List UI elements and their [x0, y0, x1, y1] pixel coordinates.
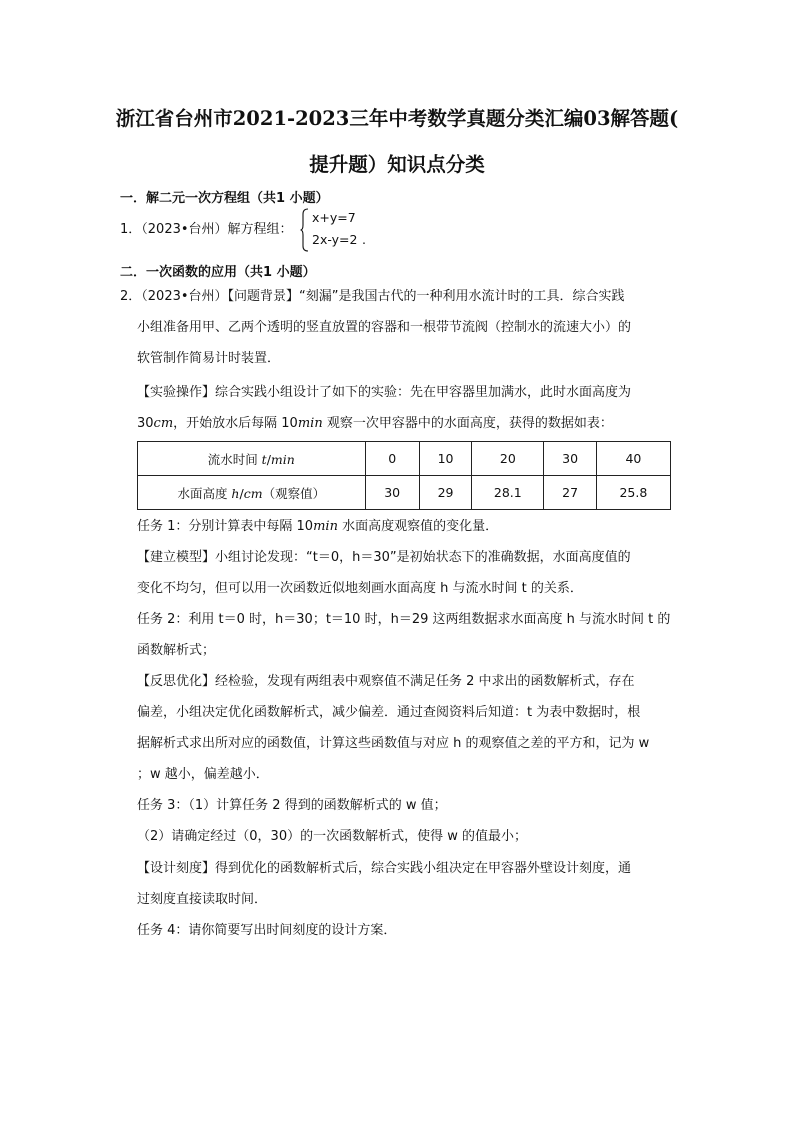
question-2-number: 2．	[120, 289, 142, 304]
equation-1: x+y=7	[312, 210, 356, 225]
header-height-note: （观察值）	[262, 485, 326, 501]
exp-unit-cm: cm	[153, 416, 174, 431]
equation-2: 2x-y=2	[312, 232, 358, 247]
task-3-part-1: 任务 3：（1）计算任务 2 得到的函数解析式的 w 值；	[137, 798, 447, 813]
question-2-line-2: 小组准备用甲、乙两个透明的竖直放置的容器和一根带节流阀（控制水的流速大小）的	[137, 320, 632, 335]
design-line-2: 过刻度直接读取时间．	[137, 892, 268, 907]
task-1-unit: min	[313, 519, 338, 534]
table-header-time	[138, 442, 366, 476]
exp-unit-min: min	[297, 416, 323, 431]
task-4: 任务 4：请你简要写出时间刻度的设计方案．	[137, 923, 397, 938]
reflect-line-1: 【反思优化】经检验，发现有两组表中观察值不满足任务 2 中求出的函数解析式，存在	[137, 674, 635, 689]
header-time-unit: min	[270, 451, 295, 467]
question-2-text-1: （2023•台州）【问题背景】“刻漏”是我国古代的一种利用水流计时的工具．综合实践	[141, 289, 625, 304]
model-line-2: 变化不均匀，但可以用一次函数近似地刻画水面高度 h 与流水时间 t 的关系．	[137, 581, 583, 596]
design-line-1: 【设计刻度】得到优化的函数解析式后，综合实践小组决定在甲容器外壁设计刻度，通	[137, 861, 632, 876]
section-heading-2: 二．一次函数的应用（共1 小题）	[120, 265, 316, 280]
question-2-line-1	[120, 281, 625, 312]
reflect-line-3: 据解析式求出所对应的函数值，计算这些函数值与对应 h 的观察值之差的平方和，记为 w	[137, 736, 650, 751]
left-brace-icon	[300, 208, 309, 252]
exp-value-30: 30	[137, 416, 154, 431]
table-header-height	[138, 476, 366, 510]
task-3-part-2: （2）请确定经过（0，30）的一次函数解析式，使得 w 的值最小；	[137, 829, 527, 844]
task-1	[137, 511, 498, 542]
header-time-var: t	[261, 451, 267, 467]
page-title	[112, 96, 682, 188]
equation-system	[300, 208, 380, 252]
question-1-number: 1．	[120, 222, 142, 237]
table-cell: 27	[544, 476, 596, 510]
reflect-line-4: ；w 越小，偏差越小．	[137, 767, 269, 782]
equation-end: .	[362, 232, 366, 247]
table-cell: 30	[365, 476, 419, 510]
header-time-slash: /	[266, 451, 271, 467]
question-1	[120, 214, 293, 245]
table-cell: 28.1	[472, 476, 544, 510]
table-cell: 0	[365, 442, 419, 476]
table-cell: 20	[472, 442, 544, 476]
header-height-var: h	[231, 485, 240, 501]
table-row	[138, 442, 671, 476]
header-height-slash: /	[239, 485, 244, 501]
question-1-text: （2023•台州）解方程组：	[141, 222, 293, 237]
experiment-line-1: 【实验操作】综合实践小组设计了如下的实验：先在甲容器里加满水，此时水面高度为	[137, 385, 632, 400]
header-height-label: 水面高度	[177, 485, 232, 501]
table-row	[138, 476, 671, 510]
table-cell: 10	[419, 442, 471, 476]
task-2-line-2: 函数解析式；	[137, 643, 216, 658]
model-line-1: 【建立模型】小组讨论发现：“t＝0，h＝30”是初始状态下的准确数据，水面高度值的	[137, 550, 631, 565]
header-height-unit: cm	[243, 485, 263, 501]
reflect-line-2: 偏差，小组决定优化函数解析式，减少偏差．通过查阅资料后知道：t 为表中数据时，根	[137, 705, 641, 720]
section-heading-1: 一．解二元一次方程组（共1 小题）	[120, 191, 329, 206]
experiment-line-2	[137, 408, 613, 439]
table-cell: 29	[419, 476, 471, 510]
task-1-text-b: 水面高度观察值的变化量．	[337, 519, 499, 534]
table-cell: 25.8	[596, 476, 670, 510]
data-table	[137, 441, 671, 510]
title-line-2: 提升题）知识点分类	[309, 153, 485, 176]
task-2-line-1: 任务 2：利用 t＝0 时，h＝30；t＝10 时，h＝29 这两组数据求水面高度 h 与流水时间 t 的	[137, 612, 671, 627]
table-cell: 30	[544, 442, 596, 476]
exp-text-b: 观察一次甲容器中的水面高度，获得的数据如表：	[322, 416, 613, 431]
exp-text-a: ，开始放水后每隔 10	[173, 416, 298, 431]
header-time-label: 流水时间	[207, 451, 262, 467]
title-line-1: 浙江省台州市2021-2023三年中考数学真题分类汇编03解答题(	[115, 107, 679, 130]
task-1-text-a: 任务 1：分别计算表中每隔 10	[137, 519, 314, 534]
question-2-line-3: 软管制作简易计时装置．	[137, 351, 281, 366]
table-cell: 40	[596, 442, 670, 476]
